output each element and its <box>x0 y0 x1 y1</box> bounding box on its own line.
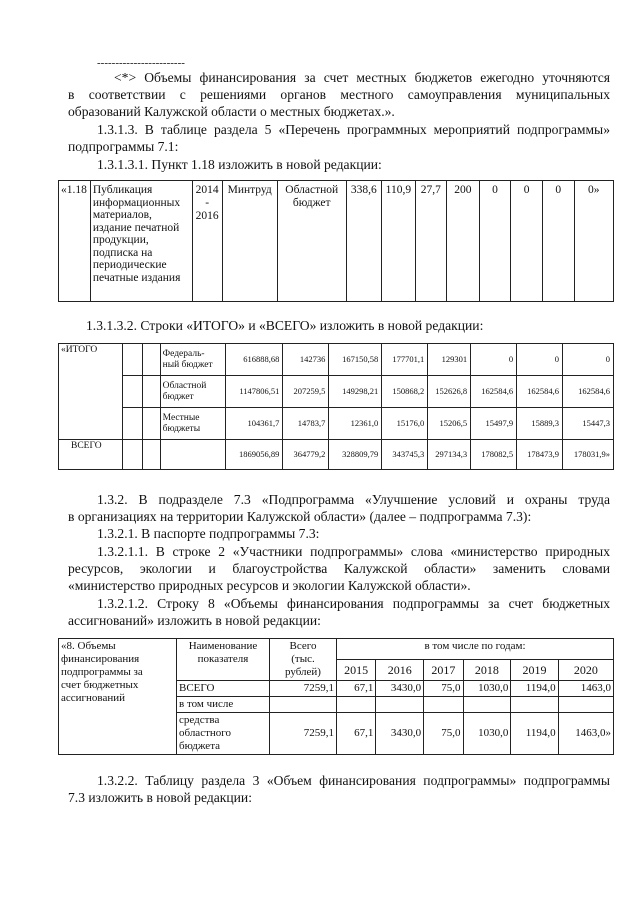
year-header: 2017 <box>424 660 463 681</box>
table-cell: 1463,0» <box>558 713 613 755</box>
table-cell: 0 <box>517 344 563 376</box>
table-cell: 162584,6 <box>563 376 614 408</box>
paragraph-1-3-1-3-line-2: подпрограммы 7.1: <box>68 139 179 154</box>
column-header-by-year: в том числе по годам: <box>337 639 614 660</box>
funding-year-value: 0 <box>479 181 511 302</box>
table-cell: 167150,58 <box>329 344 382 376</box>
table-cell: 178473,9 <box>517 440 563 470</box>
table-cell: 616888,68 <box>225 344 283 376</box>
year-header: 2018 <box>463 660 511 681</box>
paragraph-1-3-2-1-2-line-2: ассигнований» изложить в новой редакции: <box>68 613 321 628</box>
funding-total: 338,6 <box>346 181 381 302</box>
table-cell: 364779,2 <box>283 440 329 470</box>
table-row <box>59 344 614 376</box>
table-cell: 14783,7 <box>283 408 329 440</box>
row-label-regional-budget: средства областного бюджета <box>177 713 270 755</box>
table-cell: 207259,5 <box>283 376 329 408</box>
table-row <box>59 181 614 302</box>
table-cell: 178031,9» <box>563 440 614 470</box>
year-header: 2020 <box>558 660 613 681</box>
table-cell: 142736 <box>283 344 329 376</box>
table-cell: 1194,0 <box>511 713 558 755</box>
row-label-including: в том числе <box>177 697 270 713</box>
funding-table <box>58 638 614 755</box>
table-cell: 0 <box>563 344 614 376</box>
table-row <box>59 440 614 470</box>
activity-years: 2014 - 2016 <box>192 181 222 302</box>
activity-name: Публикация информационных материалов, издание печатной продукции, подписка на периодические печатные издания <box>90 181 192 302</box>
table-cell: 162584,6 <box>471 376 517 408</box>
funding-year-value: 110,9 <box>382 181 416 302</box>
paragraph-1-3-1-3-line-1: 1.3.1.3. В таблице раздела 5 «Перечень программных мероприятий подпрограммы» <box>97 122 610 137</box>
table-cell: 1030,0 <box>463 681 511 697</box>
table-cell: 104361,7 <box>225 408 283 440</box>
table-cell: 177701,1 <box>382 344 428 376</box>
table-cell: 15176,0 <box>382 408 428 440</box>
table-cell: 1147806,51 <box>225 376 283 408</box>
table-cell: 1463,0 <box>558 681 613 697</box>
table-cell: 343745,3 <box>382 440 428 470</box>
table-cell: 129301 <box>428 344 471 376</box>
paragraph-1-3-1-3-1: 1.3.1.3.1. Пункт 1.18 изложить в новой редакции: <box>97 157 382 172</box>
year-header: 2015 <box>337 660 376 681</box>
item-number: «1.18 <box>59 181 91 302</box>
funding-source: Областной бюджет <box>277 181 346 302</box>
table-cell: 328809,79 <box>329 440 382 470</box>
table-cell: 67,1 <box>337 681 376 697</box>
footnote-line-1: <*> Объемы финансирования за счет местных бюджетов ежегодно уточняются <box>114 70 610 85</box>
funding-year-value: 200 <box>446 181 479 302</box>
paragraph-1-3-2-line-1: 1.3.2. В подразделе 7.3 «Подпрограмма «Улучшение условий и охраны труда <box>97 492 610 507</box>
vsego-label: ВСЕГО <box>59 440 123 470</box>
program-activity-table <box>58 180 614 302</box>
itogo-label: «ИТОГО <box>59 344 123 440</box>
table-cell: 297134,3 <box>428 440 471 470</box>
table-row <box>59 639 614 660</box>
budget-label: Местные бюджеты <box>160 408 225 440</box>
table-cell: 7259,1 <box>270 713 337 755</box>
funding-year-value: 0 <box>511 181 543 302</box>
table-cell: 75,0 <box>424 681 463 697</box>
footnote-line-2: в соответствии с решениями органов местного самоуправления муниципальных <box>68 87 610 102</box>
funding-section-label: «8. Объемы финансирования подпрограммы за счет бюджетных ассигнований <box>59 639 177 755</box>
table-cell: 150868,2 <box>382 376 428 408</box>
table-cell: 67,1 <box>337 713 376 755</box>
paragraph-1-3-2-1-2-line-1: 1.3.2.1.2. Строку 8 «Объемы финансирования подпрограммы за счет бюджетных <box>97 596 610 611</box>
budget-label: Федераль- ный бюджет <box>160 344 225 376</box>
table-cell: 15497,9 <box>471 408 517 440</box>
table-cell: 152626,8 <box>428 376 471 408</box>
table-cell: 162584,6 <box>517 376 563 408</box>
table-cell: 1194,0 <box>511 681 558 697</box>
paragraph-1-3-2-1: 1.3.2.1. В паспорте подпрограммы 7.3: <box>97 526 320 541</box>
column-header-name: Наименование показателя <box>177 639 270 681</box>
activity-executor: Минтруд <box>222 181 277 302</box>
table-row <box>59 408 614 440</box>
table-cell: 3430,0 <box>376 681 424 697</box>
footnote-line-3: образований Калужской области о местных бюджетах.». <box>68 104 395 119</box>
table-cell: 1869056,89 <box>225 440 283 470</box>
row-label-total: ВСЕГО <box>177 681 270 697</box>
paragraph-1-3-2-1-1-line-1: 1.3.2.1.1. В строке 2 «Участники подпрограммы» слова «министерство природных <box>97 544 610 559</box>
budget-label: Областной бюджет <box>160 376 225 408</box>
table-cell: 0 <box>471 344 517 376</box>
table-cell: 12361,0 <box>329 408 382 440</box>
paragraph-1-3-2-1-1-line-3: «министерство природных ресурсов и экологии Калужской области». <box>68 578 471 593</box>
totals-table <box>58 343 614 470</box>
funding-year-value: 0» <box>574 181 613 302</box>
column-header-total: Всего (тыс. рублей) <box>270 639 337 681</box>
paragraph-1-3-2-line-2: в организациях на территории Калужской области» (далее – подпрограмма 7.3): <box>68 509 532 524</box>
footnote-separator: ------------------------ <box>97 57 185 69</box>
table-cell: 15889,3 <box>517 408 563 440</box>
year-header: 2016 <box>376 660 424 681</box>
paragraph-1-3-2-1-1-line-2: ресурсов, экологии и благоустройства Калужской области» заменить словами <box>68 561 610 576</box>
table-cell: 1030,0 <box>463 713 511 755</box>
funding-year-value: 0 <box>542 181 574 302</box>
paragraph-1-3-2-2-line-1: 1.3.2.2. Таблицу раздела 3 «Объем финансирования подпрограммы» подпрограммы <box>97 773 610 788</box>
funding-year-value: 27,7 <box>415 181 446 302</box>
table-cell: 15206,5 <box>428 408 471 440</box>
table-cell: 3430,0 <box>376 713 424 755</box>
paragraph-1-3-2-2-line-2: 7.3 изложить в новой редакции: <box>68 790 252 805</box>
table-row <box>59 376 614 408</box>
year-header: 2019 <box>511 660 558 681</box>
paragraph-1-3-1-3-2: 1.3.1.3.2. Строки «ИТОГО» и «ВСЕГО» изложить в новой редакции: <box>86 318 484 333</box>
table-cell: 178082,5 <box>471 440 517 470</box>
table-cell: 149298,21 <box>329 376 382 408</box>
table-cell: 15447,3 <box>563 408 614 440</box>
table-cell: 75,0 <box>424 713 463 755</box>
table-cell: 7259,1 <box>270 681 337 697</box>
